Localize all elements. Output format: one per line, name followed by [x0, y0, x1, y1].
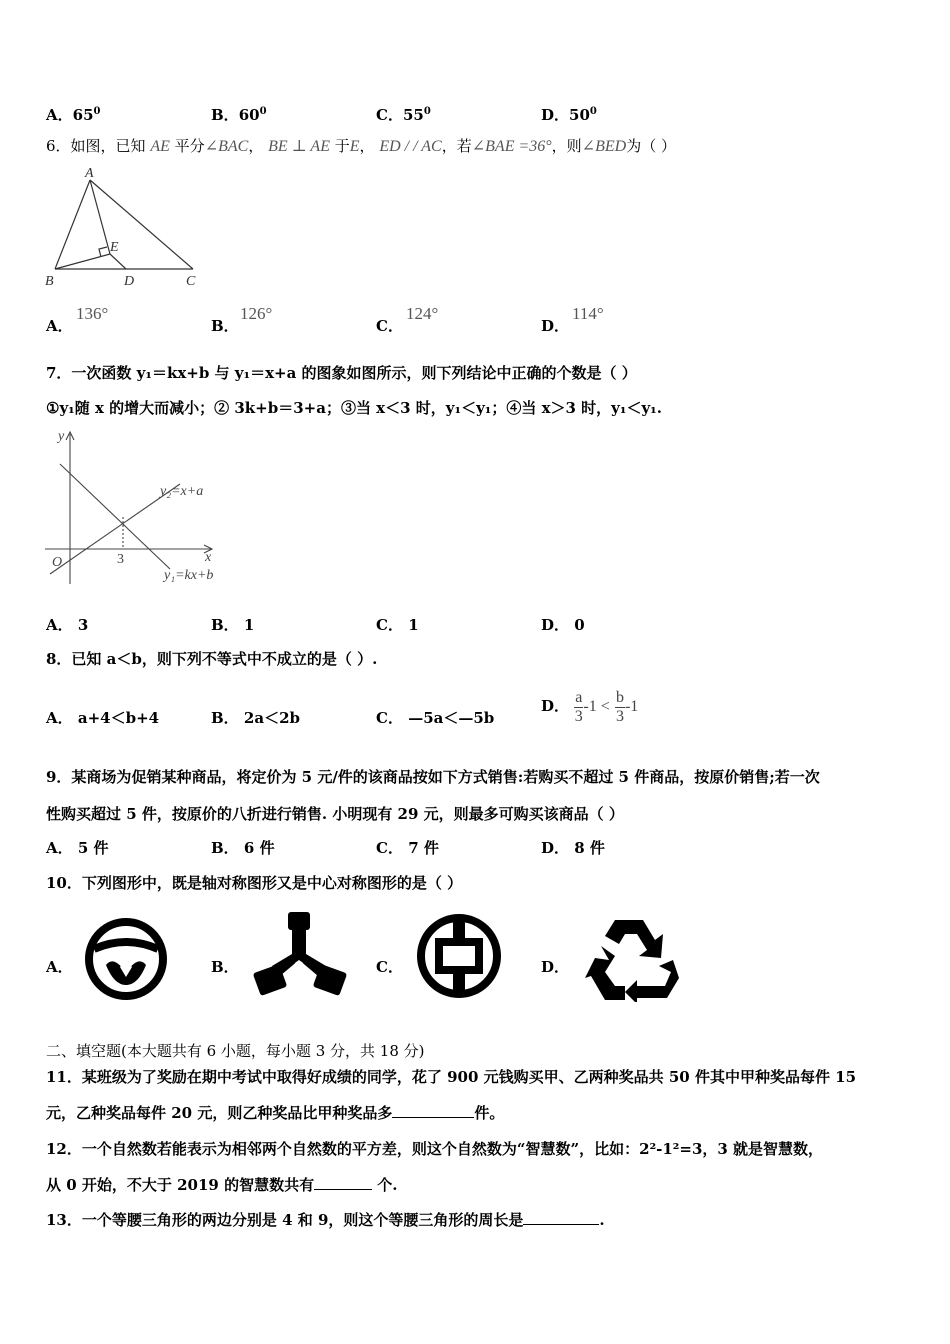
- segment-ed: [110, 254, 126, 269]
- q5-option-c: C．$55^0$: [376, 106, 431, 124]
- q8-option-c: C． —5a＜—5b: [376, 709, 495, 727]
- q7-graph: [40, 424, 225, 589]
- q10-option-d-label: D．: [541, 958, 570, 976]
- q9-stem-line1: 9．某商场为促销某种商品，将定价为 5 元/件的该商品按如下方式销售:若购买不超过 5 件商品，按原价销售;若一次: [46, 768, 820, 786]
- q6-option-d: D．: [541, 317, 570, 335]
- side-ab: [55, 180, 90, 269]
- label-y2-line: y₂=x+a: [160, 484, 204, 499]
- label-e: E: [110, 240, 119, 255]
- q9-option-d: D． 8 件: [541, 839, 605, 857]
- q7-option-d: D． 0: [541, 616, 585, 634]
- q7-option-c: C． 1: [376, 616, 419, 634]
- q6-option-b-value: 126°: [240, 304, 273, 323]
- q10-stem: 10．下列图形中，既是轴对称图形又是中心对称图形的是（ ）: [46, 874, 463, 892]
- q11-stem-line2: 元，乙种奖品每件 20 元，则乙种奖品比甲种奖品多 件。: [46, 1104, 505, 1122]
- segment-ae: [90, 180, 110, 254]
- q6-option-d-value: 114°: [572, 304, 604, 323]
- q6-option-c-value: 124°: [406, 304, 439, 323]
- label-o: O: [52, 555, 63, 570]
- q6-stem: 6．如图，已知 AE 平分∠BAC， BE ⊥ AE 于E， ED / / AC，若∠BAE =36°，则∠BED为（ ）: [46, 137, 676, 155]
- q10-symbol-b-icon: [252, 910, 352, 998]
- label-a: A: [85, 166, 94, 181]
- fraction-b-over-3: $\frac{b}{3}$: [615, 688, 624, 725]
- q7-option-a: A． 3: [46, 616, 89, 634]
- q8-stem: 8．已知 a＜b，则下列不等式中不成立的是（ ）.: [46, 650, 378, 668]
- q9-option-c: C． 7 件: [376, 839, 439, 857]
- q10-option-c-label: C．: [376, 958, 403, 976]
- label-b: B: [45, 274, 54, 289]
- q6-option-b: B．: [211, 317, 239, 335]
- label-d: D: [124, 274, 135, 289]
- q10-symbol-a-icon: [82, 915, 172, 1003]
- q12-stem-line1: 12．一个自然数若能表示为相邻两个自然数的平方差，则这个自然数为“智慧数”，比如：2²-1²=3，3 就是智慧数，: [46, 1140, 824, 1158]
- segment-be: [55, 254, 110, 269]
- q12-stem-line2: 从 0 开始，不大于 2019 的智慧数共有 个.: [46, 1176, 398, 1194]
- q6-option-a: A．: [46, 317, 73, 335]
- q11-answer-blank[interactable]: [392, 1103, 474, 1118]
- q9-stem-line2: 性购买超过 5 件，按原价的八折进行销售. 小明现有 29 元，则最多可购买该商品（ ）: [46, 805, 624, 823]
- q7-conditions: ①y₁随 x 的增大而减小；② 3k+b＝3+a；③当 x＜3 时，y₁＜y₁；④当 x＞3 时，y₁＜y₁.: [46, 399, 662, 417]
- q12-answer-blank[interactable]: [314, 1175, 372, 1190]
- q10-option-b-label: B．: [211, 958, 239, 976]
- label-c: C: [186, 274, 196, 289]
- q8-option-a: A． a+4＜b+4: [46, 709, 160, 727]
- section2-title: 二、填空题(本大题共有 6 小题，每小题 3 分，共 18 分): [46, 1042, 425, 1060]
- q7-stem: 7．一次函数 y₁＝kx+b 与 y₁＝x+a 的图象如图所示，则下列结论中正确的个数是（ ）: [46, 364, 637, 382]
- q5-option-a: A．$65^0$: [46, 106, 101, 124]
- line-y1: [60, 464, 170, 569]
- fraction-a-over-3: $\frac{a}{3}$: [574, 688, 583, 725]
- q13-stem: 13．一个等腰三角形的两边分别是 4 和 9，则这个等腰三角形的周长是 .: [46, 1211, 605, 1229]
- q8-option-d: D． $\frac{a}{3}$ -1 < $\frac{b}{3}$ -1: [541, 688, 639, 725]
- q11-stem-line1: 11．某班级为了奖励在期中考试中取得好成绩的同学，花了 900 元钱购买甲、乙两种奖品共 50 件其中甲种奖品每件 15: [46, 1068, 857, 1086]
- label-three: 3: [117, 552, 124, 567]
- q9-option-b: B． 6 件: [211, 839, 275, 857]
- q6-option-a-value: 136°: [76, 304, 109, 323]
- q8-option-b: B． 2a＜2b: [211, 709, 301, 727]
- q7-option-b: B． 1: [211, 616, 255, 634]
- q6-option-c: C．: [376, 317, 403, 335]
- q5-option-d: D．$50^0$: [541, 106, 597, 124]
- q6-triangle-figure: [40, 162, 210, 292]
- q10-option-a-label: A．: [46, 958, 73, 976]
- q9-option-a: A． 5 件: [46, 839, 109, 857]
- q5-option-b: B．$60^0$: [211, 106, 267, 124]
- label-x: x: [205, 550, 212, 565]
- q10-symbol-c-icon: [413, 910, 505, 1002]
- label-y: y: [58, 429, 65, 444]
- label-y1-line: y₁=kx+b: [164, 568, 214, 583]
- q10-recycle-icon: [585, 912, 680, 1002]
- q13-answer-blank[interactable]: [523, 1210, 599, 1225]
